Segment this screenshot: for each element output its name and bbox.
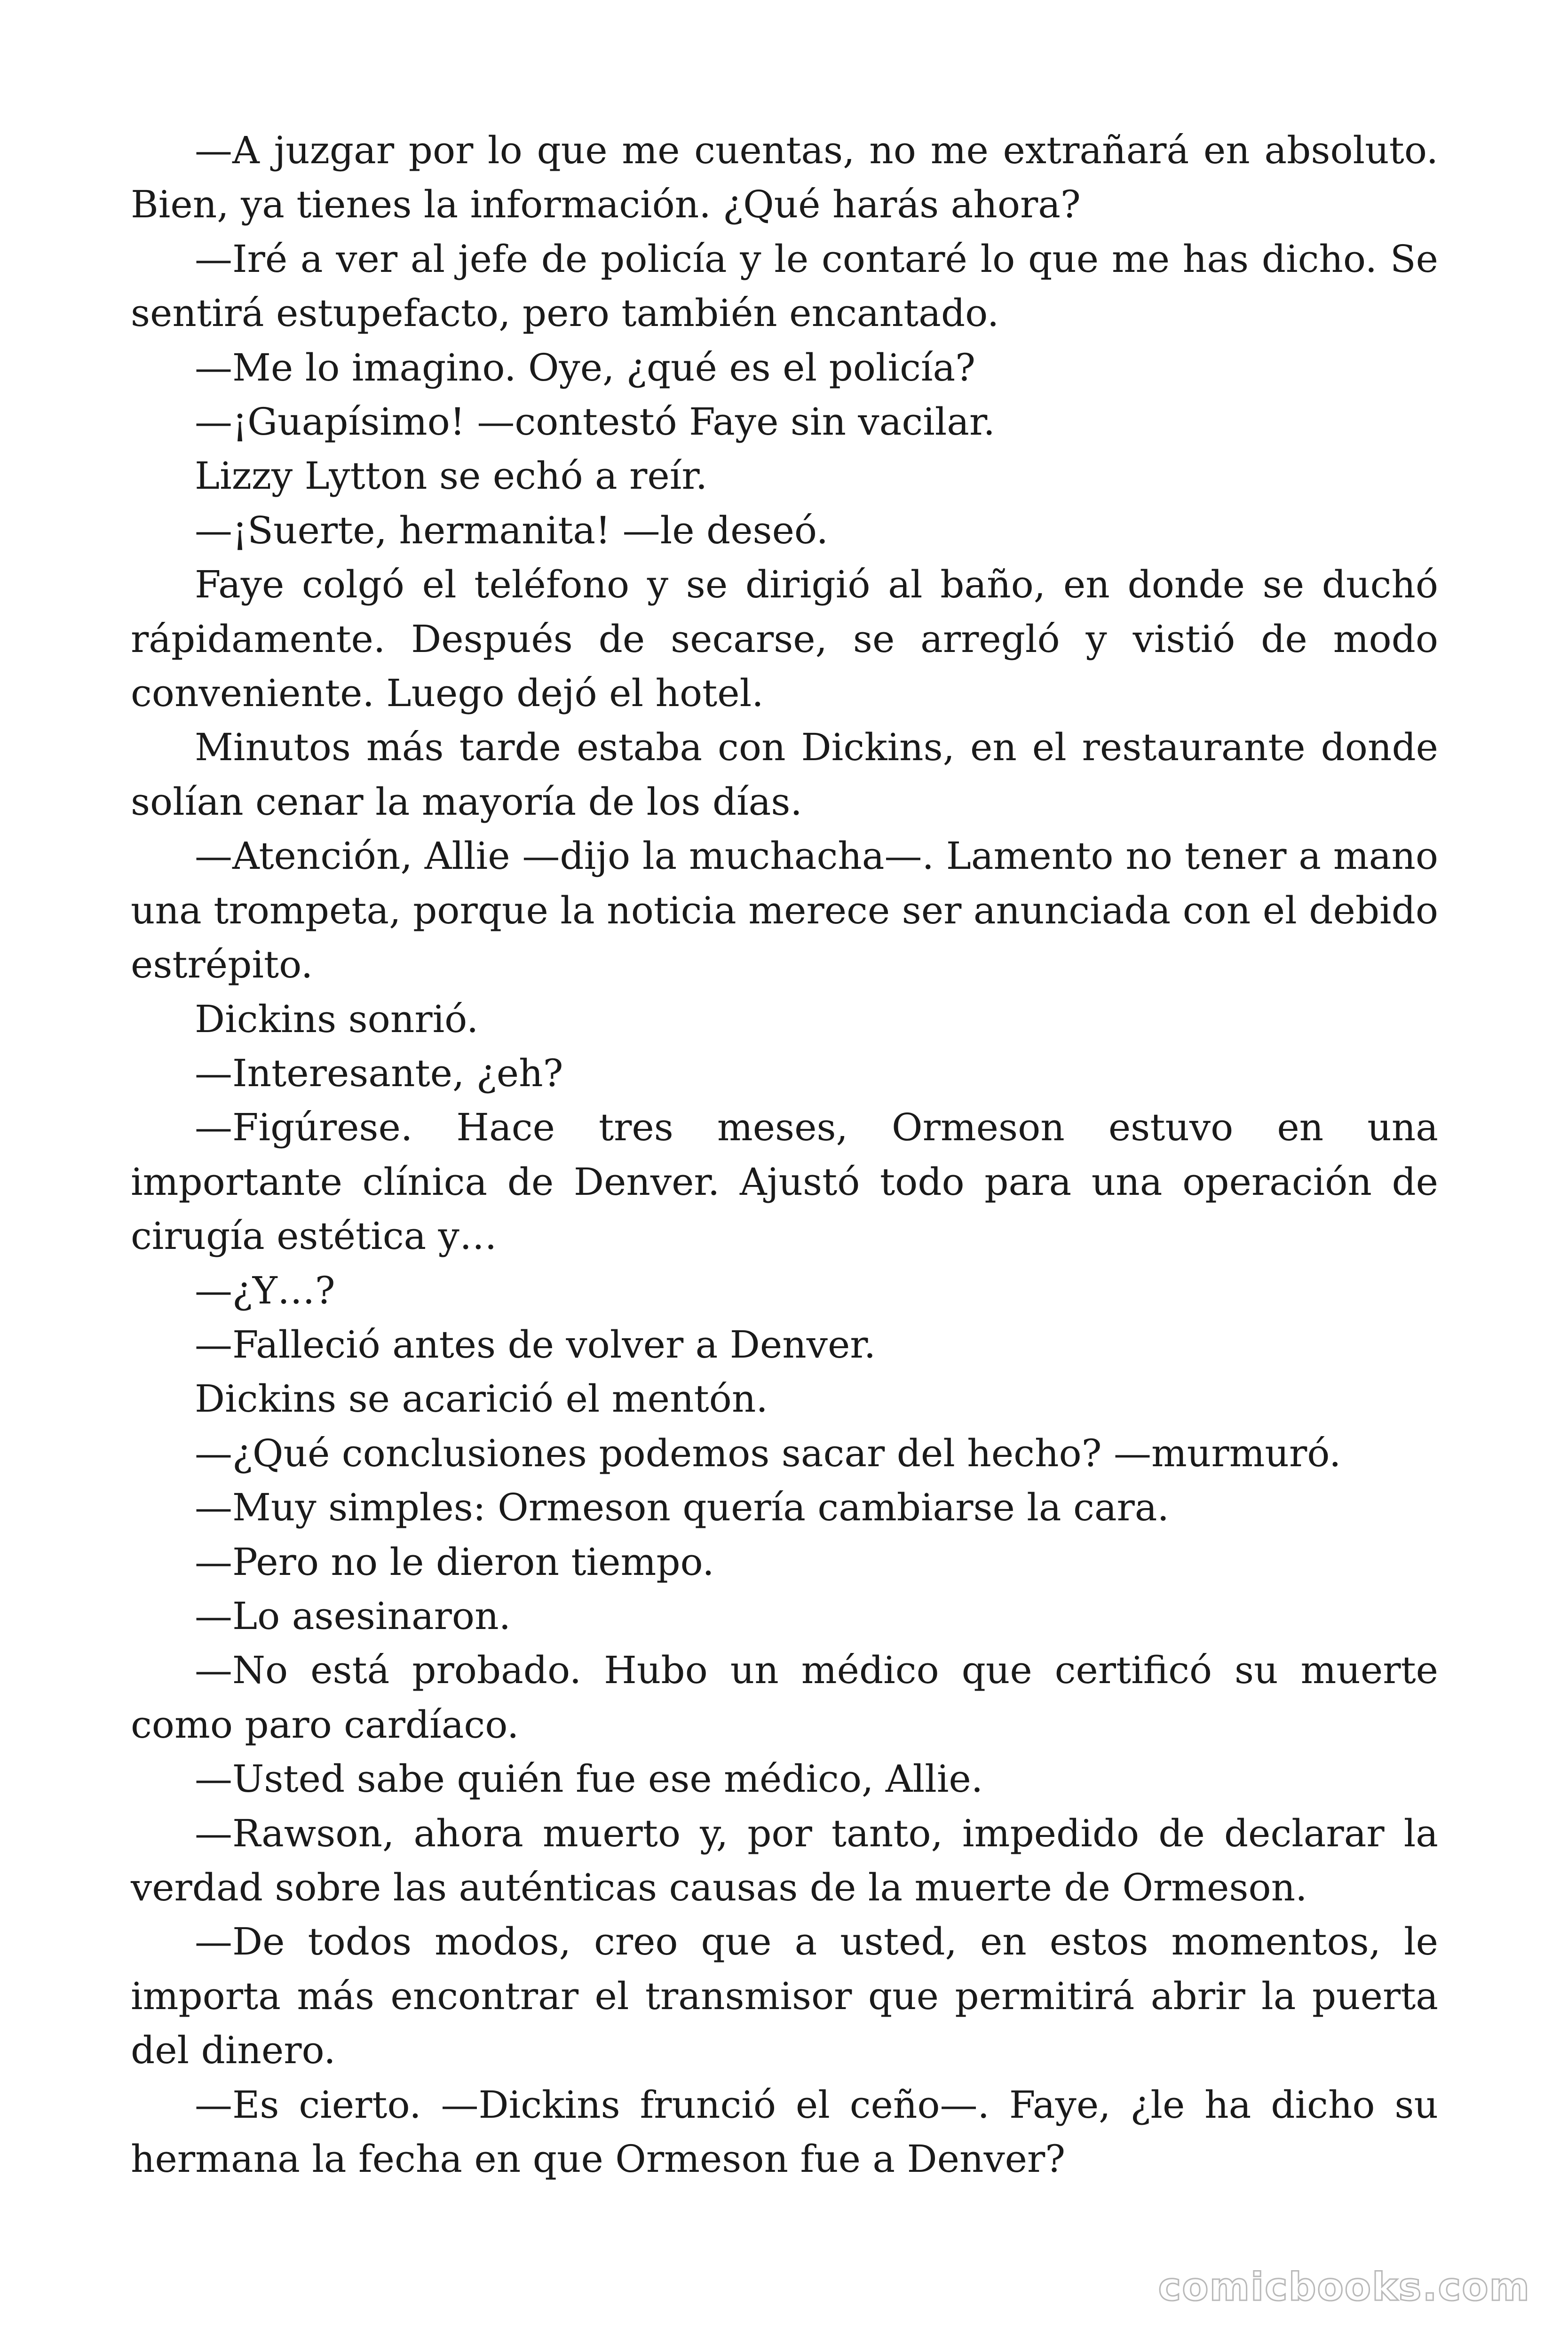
paragraph: —Lo asesinaron.	[195, 1594, 511, 1638]
paragraph: —Usted sabe quién fue ese médico, Allie.	[195, 1757, 983, 1801]
paragraph: Lizzy Lytton se echó a reír.	[195, 454, 708, 498]
paragraph: —Rawson, ahora muerto y, por tanto, impedido de declarar la verdad sobre las auténticas causas de la muerte de Ormeson.	[131, 1811, 1438, 1909]
paragraph: Dickins se acarició el mentón.	[195, 1377, 768, 1421]
paragraph: —Atención, Allie —dijo la muchacha—. Lamento no tener a mano una trompeta, porque la noticia merece ser anunciada con el debido estrépito.	[131, 834, 1438, 987]
paragraph: —Interesante, ¿eh?	[195, 1051, 563, 1095]
paragraph: —Es cierto. —Dickins frunció el ceño—. Faye, ¿le ha dicho su hermana la fecha en que Ormeson fue a Denver?	[131, 2082, 1438, 2181]
paragraph: Faye colgó el teléfono y se dirigió al baño, en donde se duchó rápidamente. Después de secarse, se arregló y vistió de modo conveniente. Luego dejó el hotel.	[131, 563, 1438, 715]
paragraph: —Iré a ver al jefe de policía y le contaré lo que me has dicho. Se sentirá estupefacto, pero también encantado.	[131, 237, 1438, 335]
paragraph: —¿Qué conclusiones podemos sacar del hecho? —murmuró.	[195, 1431, 1341, 1475]
paragraph: —Figúrese. Hace tres meses, Ormeson estuvo en una importante clínica de Denver. Ajustó todo para una operación de cirugía estética y…	[131, 1105, 1438, 1258]
watermark: comicbooks.com	[1158, 2265, 1530, 2310]
paragraph: —Falleció antes de volver a Denver.	[195, 1322, 876, 1367]
body-text	[131, 123, 1438, 2186]
paragraph: —No está probado. Hubo un médico que certificó su muerte como paro cardíaco.	[131, 1648, 1438, 1747]
paragraph: —¡Guapísimo! —contestó Faye sin vacilar.	[195, 400, 995, 444]
paragraph: —A juzgar por lo que me cuentas, no me extrañará en absoluto. Bien, ya tienes la información. ¿Qué harás ahora?	[131, 128, 1438, 227]
paragraph: —Me lo imagino. Oye, ¿qué es el policía?	[195, 345, 976, 389]
paragraph: —¿Y…?	[195, 1268, 335, 1312]
paragraph: —¡Suerte, hermanita! —le deseó.	[195, 508, 829, 552]
paragraph: —Muy simples: Ormeson quería cambiarse la cara.	[195, 1486, 1169, 1530]
paragraph: —De todos modos, creo que a usted, en estos momentos, le importa más encontrar el transmisor que permitirá abrir la puerta del dinero.	[131, 1920, 1438, 2073]
paragraph: —Pero no le dieron tiempo.	[195, 1540, 714, 1584]
paragraph: Minutos más tarde estaba con Dickins, en el restaurante donde solían cenar la mayoría de los días.	[131, 725, 1438, 824]
paragraph: Dickins sonrió.	[195, 997, 479, 1041]
